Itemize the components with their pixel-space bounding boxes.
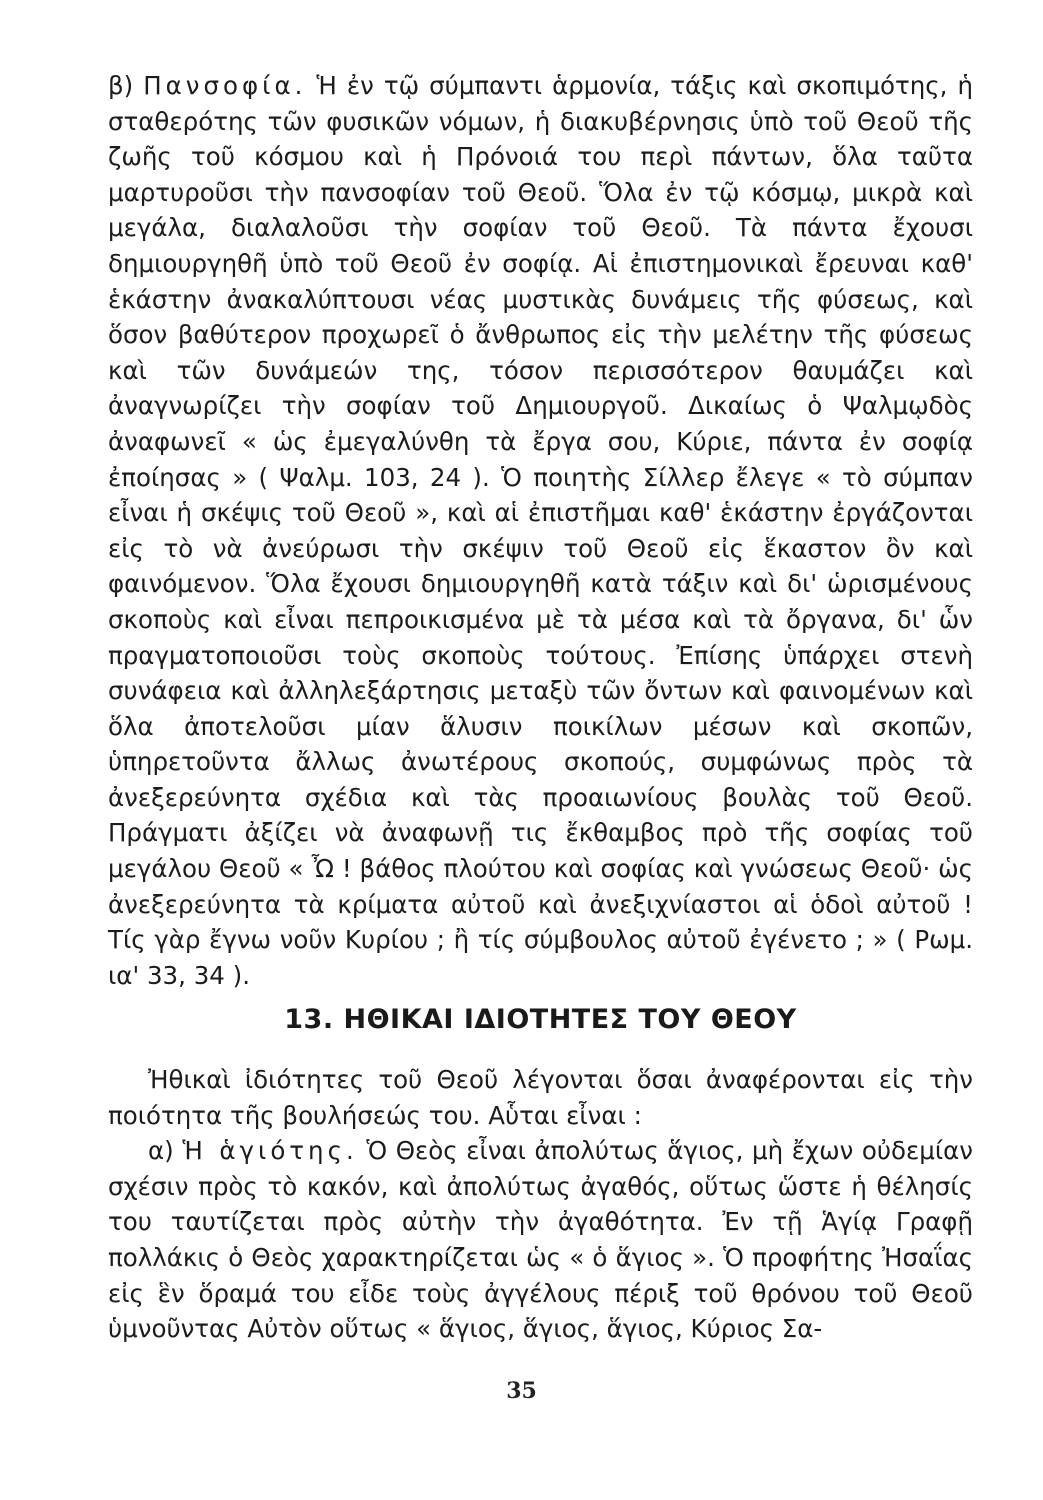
intro-paragraph: Ἠθικαὶ ἰδιότητες τοῦ Θεοῦ λέγονται ὅσαι ἀναφέρονται εἰς τὴν ποιότητα τῆς βουλήσεώς του. Αὗται εἶναι : <box>108 1065 973 1130</box>
section-b-text: Ἡ ἐν τῷ σύμπαντι ἁρμονία, τάξις καὶ σκοπιμότης, ἡ σταθερότης τῶν φυσικῶν νόμων, ἡ διακυβέρνησις ὑπὸ τοῦ Θεοῦ τῆς ζωῆς τοῦ κόσμου καὶ ἡ Πρόνοιά του περὶ πάντων, ὅλα ταῦτα μαρτυροῦσι τὴν πανσοφίαν τοῦ Θεοῦ. Ὅλα ἐν τῷ κόσμῳ, μικρὰ καὶ μεγάλα, διαλαλοῦσι τὴν σοφίαν τοῦ Θεοῦ. Τὰ πάντα ἔχουσι δημιουργηθῆ ὑπὸ τοῦ Θεοῦ ἐν σοφίᾳ. Αἱ ἐπιστημονικαὶ ἔρευναι καθ' ἑκάστην ἀνακαλύπτουσι νέας μυστικὰς δυνάμεις τῆς φύσεως, καὶ ὅσον βαθύτερον προχωρεῖ ὁ ἄνθρωπος εἰς τὴν μελέτην τῆς φύσεως καὶ τῶν δυνάμεών της, τόσον περισσότερον θαυμάζει καὶ ἀναγνωρίζει τὴν σοφίαν τοῦ Δημιουργοῦ. Δικαίως ὁ Ψαλμῳδὸς ἀναφωνεῖ « ὡς ἐμεγαλύνθη τὰ ἔργα σου, Κύριε, πάντα ἐν σοφίᾳ ἐποίησας » ( Ψαλμ. 103, 24 ). Ὁ ποιητὴς Σίλλερ ἔλεγε « τὸ σύμπαν εἶναι ἡ σκέψις τοῦ Θεοῦ », καὶ αἱ ἐπιστῆμαι καθ' ἑκάστην ἐργάζονται εἰς τὸ νὰ ἀνεύρωσι τὴν σκέψιν τοῦ Θεοῦ εἰς ἕκαστον ὂν καὶ φαινόμενον. Ὅλα ἔχουσι δημιουργηθῆ κατὰ τάξιν καὶ δι' ὡρισμένους σκοποὺς καὶ εἶναι πεπροικισμένα μὲ τὰ μέσα καὶ τὰ ὄργανα, δι' ὧν πραγματοποιοῦσι τοὺς σκοποὺς τούτους. Ἐπίσης ὑπάρχει στενὴ συνάφεια καὶ ἀλληλεξάρτησις μεταξὺ τῶν ὄντων καὶ φαινομένων καὶ ὅλα ἀποτελοῦσι μίαν ἅλυσιν ποικίλων μέσων καὶ σκοπῶν, ὑπηρετοῦντα ἄλλως ἀνωτέρους σκοπούς, συμφώνως πρὸς τὰ ἀνεξερεύνητα σχέδια καὶ τὰς προαιωνίους βουλὰς τοῦ Θεοῦ. Πράγματι ἀξίζει νὰ ἀναφωνῇ τις ἔκθαμβος πρὸ τῆς σοφίας τοῦ μεγάλου Θεοῦ « Ὦ ! βάθος πλούτου καὶ σοφίας καὶ γνώσεως Θεοῦ· ὡς ἀνεξερεύνητα τὰ κρίματα αὐτοῦ καὶ ἀνεξιχνίαστοι αἱ ὁδοὶ αὐτοῦ ! Τίς γὰρ ἔγνω νοῦν Κυρίου ; ἢ τίς σύμβουλος αὐτοῦ ἐγένετο ; » ( Ρωμ. ια' 33, 34 ). <box>108 71 973 990</box>
section-b-block <box>108 68 973 993</box>
section-b-paragraph <box>108 68 973 993</box>
section-b-label: β) <box>108 71 144 100</box>
section-heading: 13. ΗΘΙΚΑΙ ΙΔΙΟΤΗΤΕΣ ΤΟΥ ΘΕΟΥ <box>284 1004 797 1035</box>
section-a-paragraph <box>108 1133 973 1347</box>
section-13-block <box>108 1062 973 1347</box>
page-number: 35 <box>506 1378 537 1404</box>
section-b-term: Πανσοφία. <box>143 71 307 100</box>
section-a-text: Ὁ Θεὸς εἶναι ἀπολύτως ἅγιος, μὴ ἔχων οὐδεμίαν σχέσιν πρὸς τὸ κακόν, καὶ ἀπολύτως ἀγαθός, οὕτως ὥστε ἡ θέλησίς του ταυτίζεται πρὸς αὐτὴν τὴν ἀγαθότητα. Ἐν τῇ Ἁγίᾳ Γραφῇ πολλάκις ὁ Θεὸς χαρακτηρίζεται ὡς « ὁ ἅγιος ». Ὁ προφήτης Ἠσαΐας εἰς ἓν ὅραμά του εἶδε τοὺς ἀγγέλους πέριξ τοῦ θρόνου τοῦ Θεοῦ ὑμνοῦντας Αὐτὸν οὕτως « ἅγιος, ἅγιος, ἅγιος, Κύριος Σα- <box>108 1136 973 1344</box>
section-a-label: α) <box>148 1136 183 1166</box>
section-a-term: Ἡ ἁγιότης. <box>182 1136 358 1166</box>
